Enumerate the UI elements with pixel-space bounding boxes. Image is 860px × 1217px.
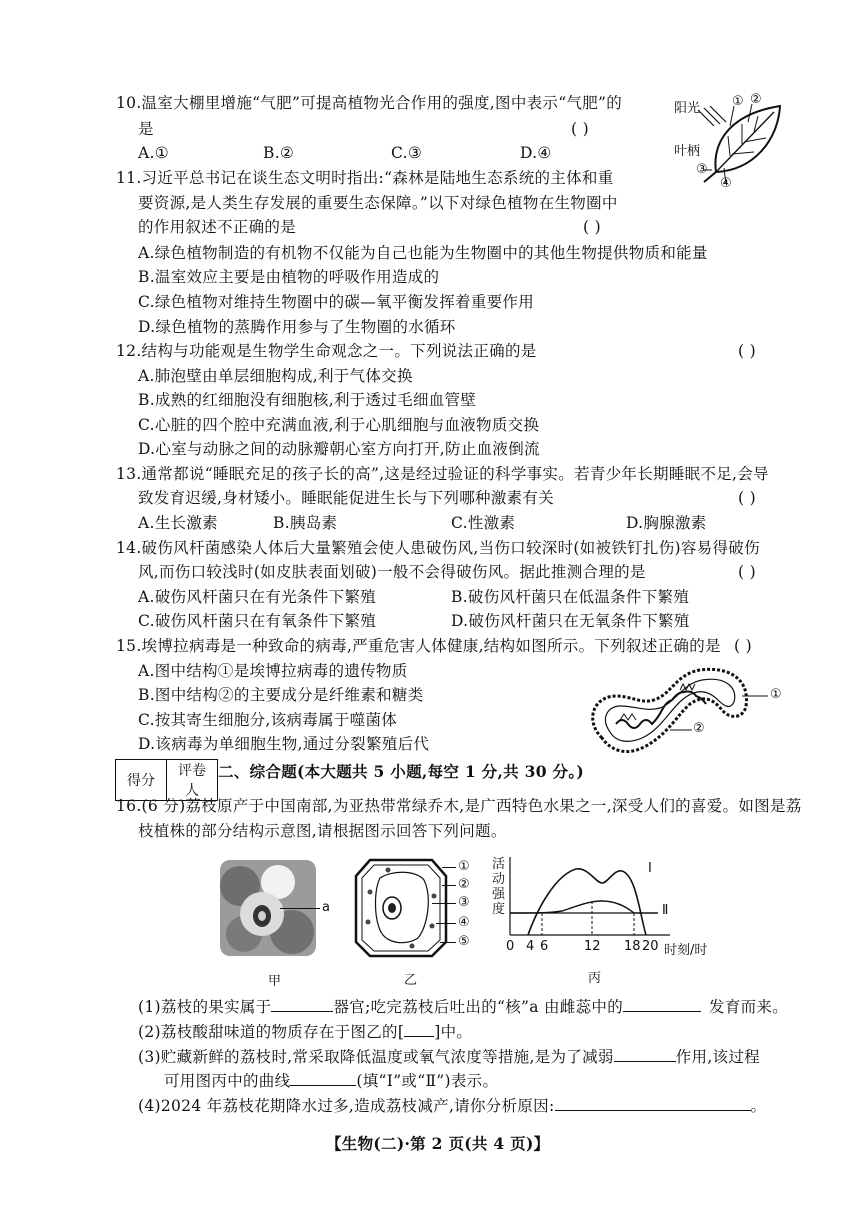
sunlight-label: 阳光 [674,101,701,116]
q16-part1: (1)荔枝的果实属于 器官;吃完荔枝后吐出的“核”a 由雌蕊中的 发育而来。 [138,995,788,1018]
x-tick-4: 4 [526,939,535,954]
activity-y-label: 活动强度 [492,857,506,917]
q15-option-c: C.按其寄生细胞分,该病毒属于噬菌体 [138,711,398,729]
curve-i [528,869,646,935]
cell-marker-4: ④ [458,915,470,930]
q10-option-a: A.① [138,144,169,162]
litchi-photo-figure [218,858,338,989]
x-tick-6: 6 [540,939,549,954]
leaf-marker-2: ② [750,92,762,107]
q10-stem-line1: 10.温室大棚里增施“气肥”可提高植物光合作用的强度,图中表示“气肥”的 [116,94,623,112]
q16-part3: (3)贮藏新鲜的荔枝时,常采取降低温度或氧气浓度等措施,是为了减弱 作用,该过程 [138,1045,760,1068]
x-tick-0: 0 [506,939,515,954]
q16-part3-cont: 可用图丙中的曲线 (填“Ⅰ”或“Ⅱ”)表示。 [164,1069,498,1092]
q16-part4: (4)2024 年荔枝花期降水过多,造成荔枝减产,请你分析原因: 。 [138,1094,766,1117]
q10-option-c: C.③ [391,144,423,162]
q13-option-d: D.胸腺激素 [626,514,707,532]
leaf-marker-1: ① [732,94,744,109]
q14-stem-line2: 风,而伤口较浅时(如皮肤表面划破)一般不会得破伤风。据此推测合理的是 [138,563,646,581]
q16-part2: (2)荔枝酸甜味道的物质存在于图乙的[ ]中。 [138,1020,472,1043]
q11-option-b: B.温室效应主要是由植物的呼吸作用造成的 [138,268,440,286]
x-tick-20: 20 [642,939,659,954]
q13-option-c: C.性激素 [451,514,516,532]
plant-cell-diagram [352,856,452,960]
q11-option-d: D.绿色植物的蒸腾作用参与了生物圈的水循环 [138,318,456,336]
q16-blank-curve[interactable] [290,1069,356,1086]
score-label: 得分 [116,760,167,801]
q10-answer-paren: ( ) [571,120,589,138]
q12-option-b: B.成熟的红细胞没有细胞核,利于透过毛细血管壁 [138,391,477,409]
section2-title: 二、综合题(本大题共 5 小题,每空 1 分,共 30 分。) [218,762,585,781]
q13-answer-paren: ( ) [738,489,756,507]
q10-option-b: B.② [263,144,295,162]
q12-answer-paren: ( ) [738,342,756,360]
q12-option-d: D.心室与动脉之间的动脉瓣朝心室方向打开,防止血液倒流 [138,440,540,458]
q15-option-b: B.图中结构②的主要成分是纤维素和糖类 [138,686,424,704]
ebola-figure [580,660,790,762]
q11-answer-paren: ( ) [583,218,601,236]
x-tick-12: 12 [584,939,601,954]
q13-stem-line2: 致发育迟缓,身材矮小。睡眠能促进生长与下列哪种激素有关 [138,489,555,507]
q11-stem-line3: 的作用叙述不正确的是 [138,218,297,236]
q16-blank-cell-part[interactable] [404,1020,434,1037]
petiole-label: 叶柄 [674,144,701,159]
q11-stem-line2: 要资源,是人类生存发展的重要生态保障。”以下对绿色植物在生物圈中 [138,194,618,212]
cell-marker-2: ② [458,877,470,892]
x-tick-18: 18 [624,939,641,954]
ebola-marker-2: ② [693,721,705,736]
q12-option-a: A.肺泡壁由单层细胞构成,利于气体交换 [138,367,413,385]
q11-option-a: A.绿色植物制造的有机物不仅能为自己也能为生物圈中的其他生物提供物质和能量 [138,244,708,262]
q14-option-c: C.破伤风杆菌只在有氧条件下繁殖 [138,612,377,630]
q15-answer-paren: ( ) [734,637,752,655]
q13-option-b: B.胰岛素 [273,514,338,532]
curve-ii-label: Ⅱ [662,903,669,918]
ebola-marker-1: ① [770,687,782,702]
leaf-marker-3: ③ [696,162,708,177]
q14-option-b: B.破伤风杆菌只在低温条件下繁殖 [451,588,690,606]
q13-option-a: A.生长激素 [138,514,218,532]
q16-stem-line1: 16.(6 分)荔枝原产于中国南部,为亚热带常绿乔木,是广西特色水果之一,深受人们的喜爱。如图是荔 [116,797,802,815]
activity-curve-chart [490,855,730,980]
grader-label: 评卷人 [167,760,218,801]
cell-marker-1: ① [458,859,470,874]
q14-option-a: A.破伤风杆菌只在有光条件下繁殖 [138,588,376,606]
q16-blank-structure[interactable] [623,995,701,1012]
cell-marker-3: ③ [458,895,470,910]
q13-stem-line1: 13.通常都说“睡眠充足的孩子长的高”,这是经过验证的科学事实。若青少年长期睡眠不足,会导 [116,465,769,483]
activity-curve-figure [490,855,730,986]
seed-label-a: a [322,900,330,915]
q15-stem: 15.埃博拉病毒是一种致命的病毒,严重危害人体健康,结构如图所示。下列叙述正确的是 [116,637,721,655]
q16-blank-reason[interactable] [555,1094,751,1111]
q14-answer-paren: ( ) [738,563,756,581]
q10-option-d: D.④ [520,144,552,162]
x-axis-unit: 时刻/时 [664,943,708,958]
pointer-a-line [280,908,320,909]
q15-option-a: A.图中结构①是埃博拉病毒的遗传物质 [138,662,408,680]
fig-jia-label: 甲 [268,974,282,989]
curve-ii [510,901,658,913]
q16-stem-line2: 枝植株的部分结构示意图,请根据图示回答下列问题。 [138,822,507,840]
q11-option-c: C.绿色植物对维持生物圈中的碳—氧平衡发挥着重要作用 [138,293,535,311]
q10-stem-line2: 是 [138,120,154,138]
plant-cell-figure [352,856,482,988]
fig-yi-label: 乙 [404,973,418,988]
fig-bing-label: 丙 [588,971,602,986]
q12-option-c: C.心脏的四个腔中充满血液,利于心肌细胞与血液物质交换 [138,416,540,434]
leaf-figure [668,92,798,192]
ebola-virus-diagram [580,660,790,762]
q15-option-d: D.该病毒为单细胞生物,通过分裂繁殖后代 [138,735,430,753]
curve-i-label: Ⅰ [648,861,652,876]
cell-marker-5: ⑤ [458,934,470,949]
q14-option-d: D.破伤风杆菌只在无氧条件下繁殖 [451,612,690,630]
page-footer: 【生物(二)·第 2 页(共 4 页)】 [326,1134,550,1153]
q16-blank-organ[interactable] [271,995,333,1012]
q14-stem-line1: 14.破伤风杆菌感染人体后大量繁殖会使人患破伤风,当伤口较深时(如被铁钉扎伤)容易得破伤 [116,539,760,557]
q11-stem-line1: 11.习近平总书记在谈生态文明时指出:“森林是陆地生态系统的主体和重 [116,169,614,187]
q16-blank-process[interactable] [614,1045,676,1062]
q12-stem: 12.结构与功能观是生物学生命观念之一。下列说法正确的是 [116,342,537,360]
leaf-marker-4: ④ [720,176,732,191]
